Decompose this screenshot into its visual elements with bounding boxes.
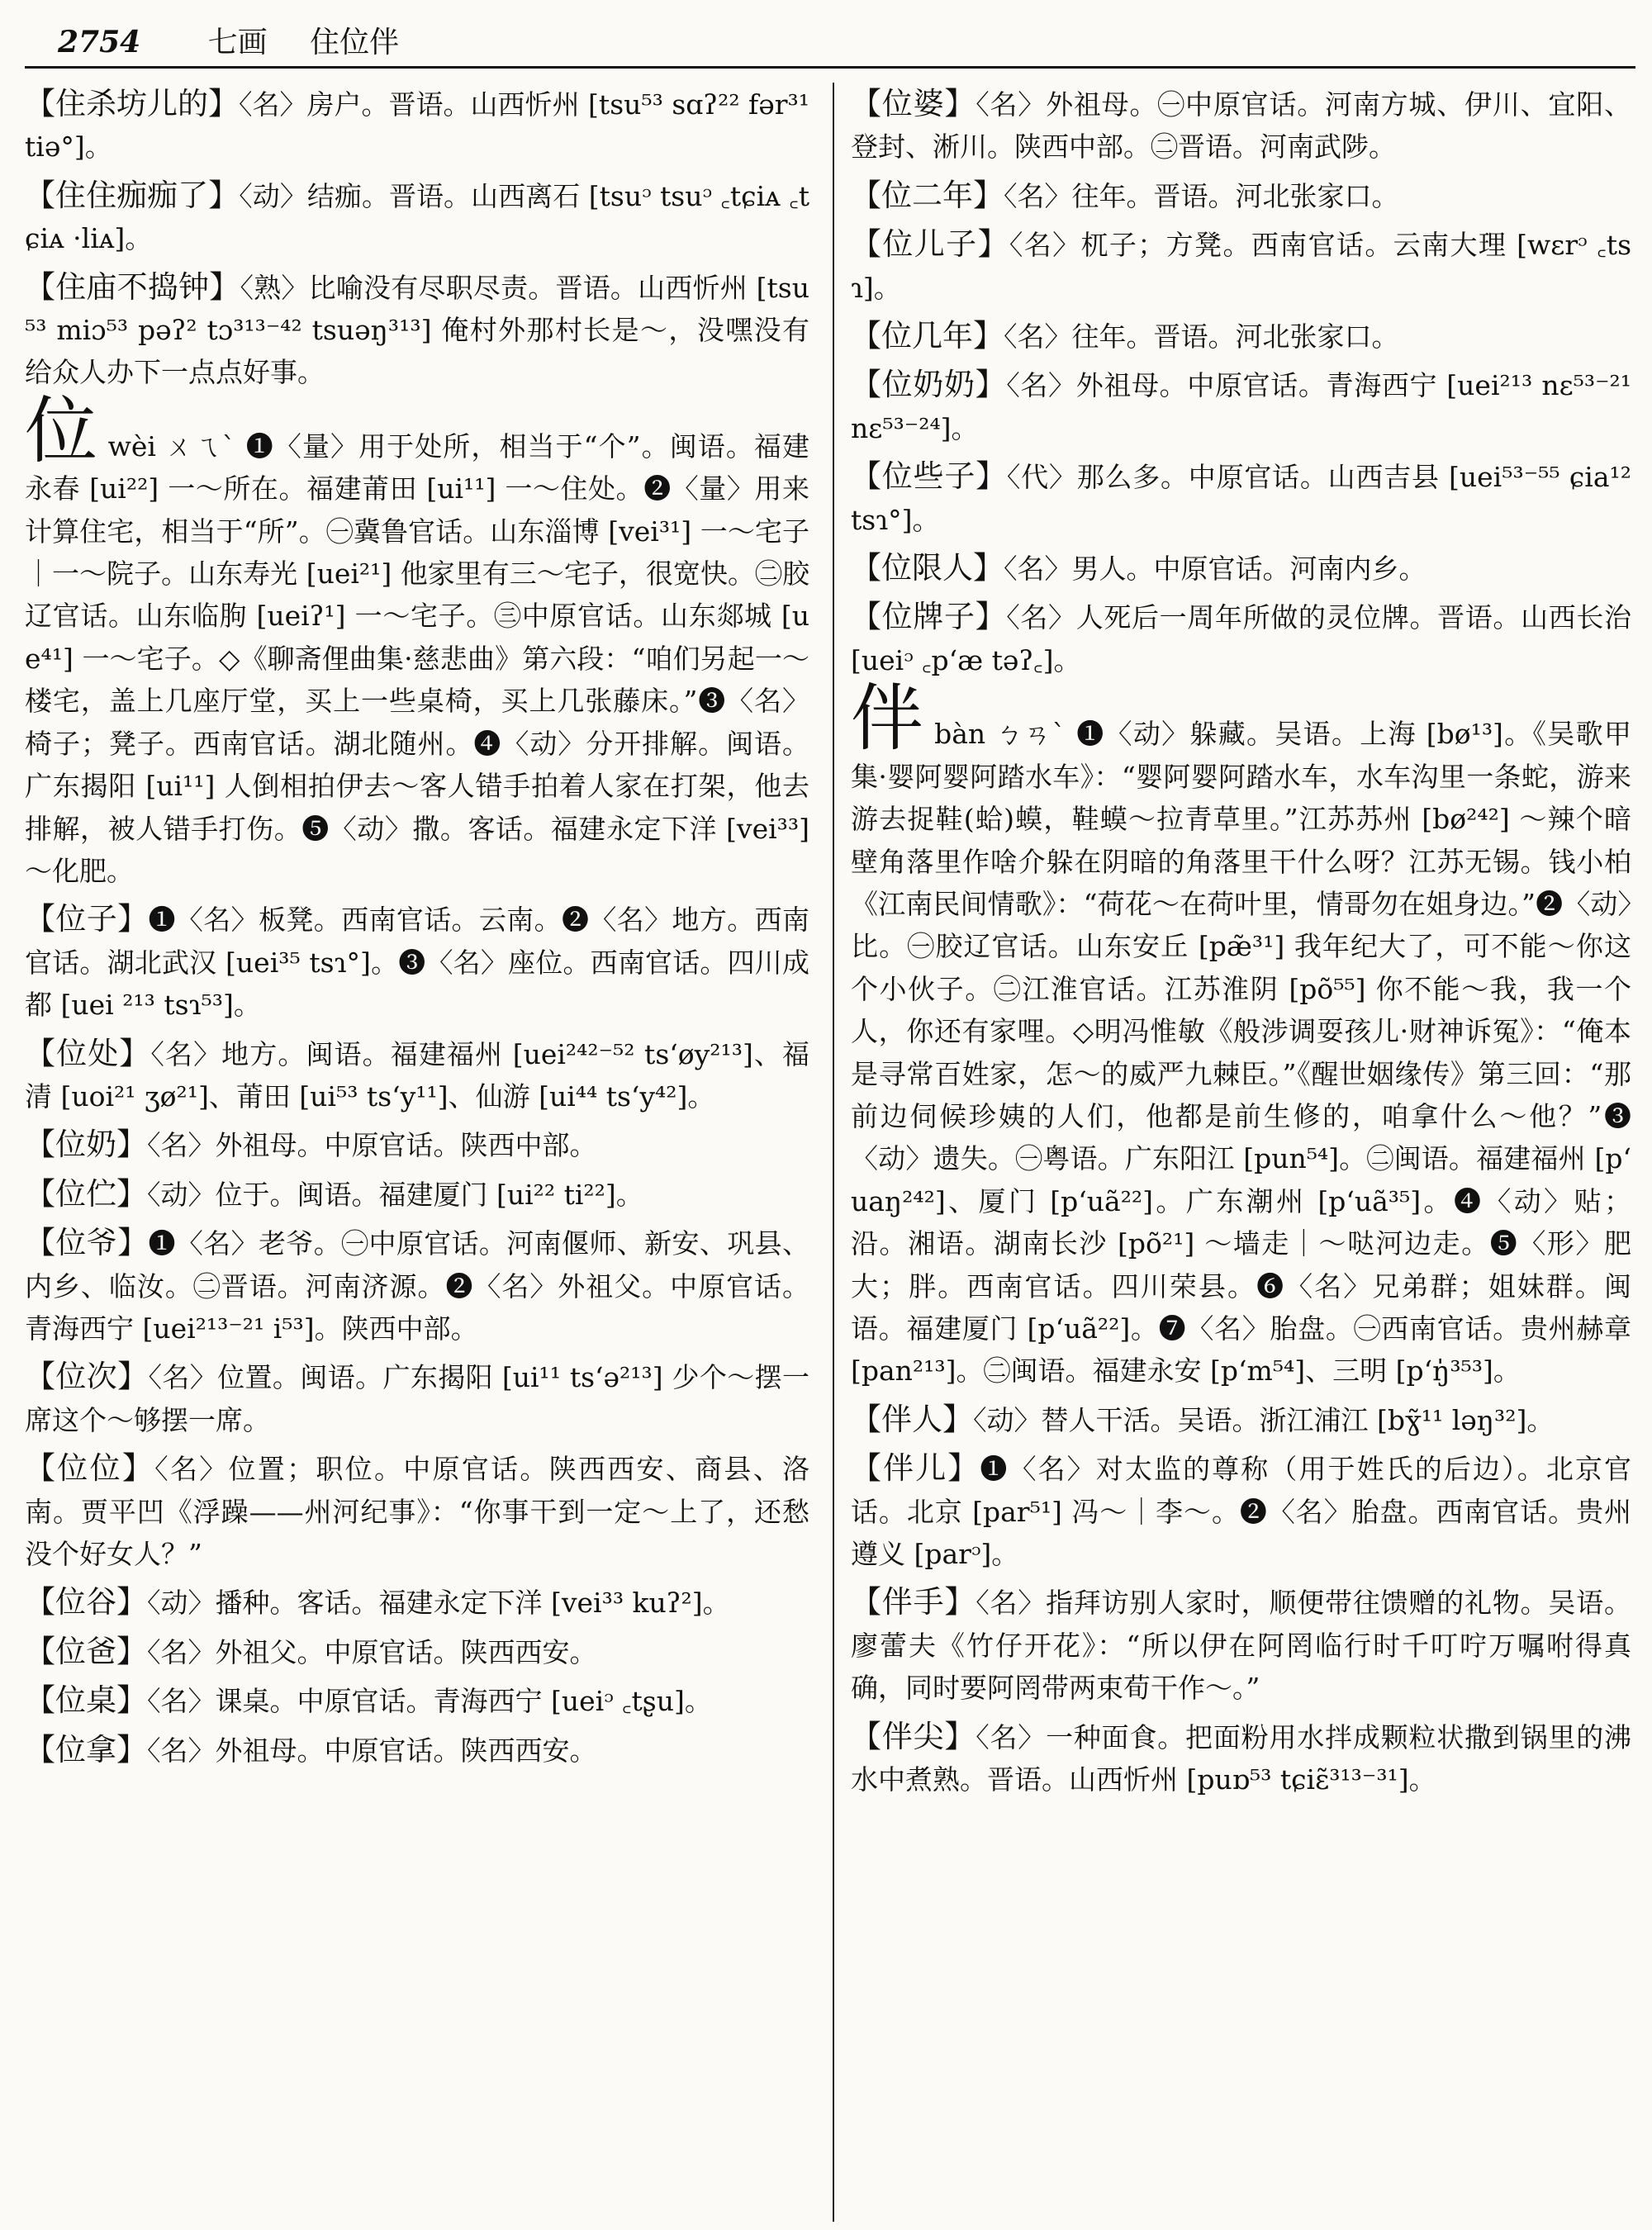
dictionary-entry <box>851 455 1631 541</box>
entry-definition: 〈名〉房户。晋语。山西忻州 [tsu⁵³ sɑʔ²² fər³¹ tiə°]。 <box>25 88 809 164</box>
entry-definition: 〈熟〉比喻没有尽职尽责。晋语。山西忻州 [tsu⁵³ miɔ⁵³ pəʔ² tɔ³¹³⁻⁴² tsuəŋ³¹³] 俺村外那村长是～，没嘿没有给众人办下一点点好事。 <box>25 271 809 389</box>
entry-definition: 〈名〉男人。中原官话。河南内乡。 <box>1004 553 1427 586</box>
dictionary-entry <box>25 1355 809 1441</box>
entry-definition: ❶〈名〉老爷。㊀中原官话。河南偃师、新安、巩县、内乡、临汝。㊁晋语。河南济源。❷〈名〉外祖父。中原官话。青海西宁 [uei²¹³⁻²¹ i⁵³]。陕西中部。 <box>25 1227 809 1345</box>
left-column <box>25 83 809 2222</box>
dictionary-entry <box>25 1447 809 1575</box>
dictionary-entry <box>25 1679 809 1722</box>
entry-headword: 【位处】 <box>25 1035 151 1071</box>
dictionary-entry <box>25 83 809 168</box>
entry-headword: 【位几年】 <box>851 318 1004 354</box>
entry-headword: 【位位】 <box>25 1450 155 1487</box>
section-label: 七画 <box>207 26 268 59</box>
entry-headword: 【位桌】 <box>25 1682 147 1719</box>
dictionary-entry <box>851 1398 1631 1441</box>
dictionary-entry <box>851 83 1631 168</box>
header-characters: 住位伴 <box>310 26 400 59</box>
character-entry <box>25 387 809 892</box>
entry-headword: 【位拿】 <box>25 1731 147 1767</box>
entry-headword: 【住住痂痂了】 <box>25 177 240 213</box>
entry-definition: 〈名〉一种面食。把面粉用水拌成颗粒状撒到锅里的沸水中煮熟。晋语。山西忻州 [puɒ⁵³ tɕiɛ̃³¹³⁻³¹]。 <box>851 1720 1631 1796</box>
entry-headword: 【位限人】 <box>851 550 1004 586</box>
character-headword: 伴 <box>851 676 925 762</box>
dictionary-entry <box>851 174 1631 217</box>
dictionary-entry <box>851 363 1631 449</box>
dictionary-entry <box>25 1729 809 1772</box>
entry-headword: 【位二年】 <box>851 177 1004 213</box>
character-headword: 位 <box>25 387 99 473</box>
dictionary-entry <box>851 1715 1631 1801</box>
dictionary-entry <box>25 898 809 1026</box>
dictionary-entry <box>25 1581 809 1624</box>
dictionary-entry <box>851 1581 1631 1709</box>
dictionary-entry <box>25 1222 809 1350</box>
dictionary-entry <box>25 266 809 394</box>
entry-definition: 〈名〉位置。闽语。广东揭阳 [ui¹¹ tsʻə²¹³] 少个～摆一席这个～够摆一席。 <box>25 1361 809 1436</box>
entry-definition: bàn ㄅㄢˋ ❶〈动〉躲藏。吴语。上海 [bø¹³]。《吴歌甲集·婴阿婴阿踏水车》：“婴阿婴阿踏水车，水车沟里一条蛇，游来游去捉鞋(蛤)蟆，鞋蟆～拉青草里。”江苏苏州 [bø²⁴²] ～辣个暗壁角落里作啥介躲在阴暗的角落里干什么呀？江苏无锡。钱小柏《江南民间情歌》：“荷花～在荷叶里，情哥勿在姐身边。”❷〈动〉比。㊀胶辽官话。山东安丘 [pæ̃³¹] 我年纪大了，可不能～你这个小伙子。㊁江淮官话。江苏淮阴 [põ⁵⁵] 你不能～我，我一个人，你还有家哩。◇明冯惟敏《般涉调耍孩儿·财神诉冤》：“俺本是寻常百姓家，怎～的威严九棘臣。”《醒世姻缘传》第三回：“那前边伺候珍姨的人们，他都是前生修的，咱拿什么～他？”❸〈动〉遗失。㊀粤语。广东阳江 [pun⁵⁴]。㊁闽语。福建福州 [pʻuaŋ²⁴²]、厦门 [pʻuã²²]。广东潮州 [pʻuã³⁵]。❹〈动〉贴；沿。湘语。湖南长沙 [põ²¹] ～墙走｜～哒河边走。❺〈形〉肥大；胖。西南官话。四川荣县。❻〈名〉兄弟群；姐妹群。闽语。福建厦门 [pʻuã²²]。❼〈名〉胎盘。㊀西南官话。贵州赫章 [pan²¹³]。㊁闽语。福建永安 [pʻm⁵⁴]、三明 [pʻŋ̍³⁵³]。 <box>851 718 1631 1388</box>
entry-headword: 【位谷】 <box>25 1584 147 1620</box>
entry-definition: 〈代〉那么多。中原官话。山西吉县 [uei⁵³⁻⁵⁵ ɕia¹² tsɿ°]。 <box>851 461 1631 536</box>
entry-definition: ❶〈名〉对太监的尊称（用于姓氏的后边）。北京官话。北京 [par⁵¹] 冯～｜李～。❷〈名〉胎盘。西南官话。贵州遵义 [parᵓ]。 <box>851 1453 1631 1570</box>
entry-definition: 〈名〉往年。晋语。河北张家口。 <box>1004 320 1399 353</box>
entry-headword: 【位爸】 <box>25 1633 147 1669</box>
entry-definition: 〈名〉指拜访别人家时，顺便带往馈赠的礼物。吴语。廖蕾夫《竹仔开花》：“所以伊在阿罔临行时千叮咛万嘱咐得真确，同时要阿罔带两束荀干作～。” <box>851 1587 1631 1705</box>
header-rule <box>25 66 1635 69</box>
dictionary-entry <box>851 223 1631 309</box>
entry-headword: 【位些子】 <box>851 458 1007 495</box>
entry-definition: 〈名〉外祖父。中原官话。陕西西安。 <box>147 1635 597 1668</box>
entry-definition: 〈动〉位于。闽语。福建厦门 [ui²² ti²²]。 <box>147 1178 643 1211</box>
dictionary-entry <box>851 547 1631 590</box>
dictionary-entry <box>851 595 1631 681</box>
dictionary-entry <box>851 315 1631 358</box>
entry-headword: 【位爷】 <box>25 1225 149 1261</box>
entry-definition: 〈名〉往年。晋语。河北张家口。 <box>1004 179 1399 212</box>
dictionary-entry <box>851 1447 1631 1575</box>
entry-headword: 【位奶奶】 <box>851 367 1007 403</box>
entry-definition: 〈名〉外祖母。中原官话。青海西宁 [uei²¹³ nɛ⁵³⁻²¹ nɛ⁵³⁻²⁴]。 <box>851 369 1631 444</box>
entry-headword: 【伴手】 <box>851 1584 976 1620</box>
entry-definition: 〈名〉杌子；方凳。西南官话。云南大理 [wɛrᵓ ꜀tsɿ]。 <box>851 229 1631 304</box>
entry-definition: 〈名〉位置；职位。中原官话。陕西西安、商县、洛南。贾平凹《浮躁——州河纪事》：“你事干到一定～上了，还愁没个好女人？” <box>25 1453 809 1570</box>
dictionary-entry <box>25 1123 809 1166</box>
entry-definition: 〈名〉外祖母。㊀中原官话。河南方城、伊川、宜阳、登封、淅川。陕西中部。㊁晋语。河南武陟。 <box>851 88 1631 164</box>
entry-headword: 【伴尖】 <box>851 1718 976 1754</box>
dictionary-entry <box>25 1630 809 1673</box>
entry-headword: 【位牌子】 <box>851 599 1007 635</box>
entry-headword: 【住庙不捣钟】 <box>25 268 240 305</box>
entry-definition: 〈名〉外祖母。中原官话。陕西中部。 <box>147 1129 597 1162</box>
entry-headword: 【位伫】 <box>25 1175 147 1212</box>
right-column <box>851 83 1631 2222</box>
dictionary-entry <box>25 1173 809 1216</box>
dictionary-entry <box>25 1032 809 1118</box>
entry-headword: 【位儿子】 <box>851 226 1009 263</box>
entry-definition: 〈动〉播种。客话。福建永定下洋 [vei³³ kuʔ²]。 <box>147 1587 730 1620</box>
entry-definition: 〈名〉外祖母。中原官话。陕西西安。 <box>147 1734 597 1767</box>
entry-definition: ❶〈名〉板凳。西南官话。云南。❷〈名〉地方。西南官话。湖北武汉 [uei³⁵ tsɿ°]。❸〈名〉座位。西南官话。四川成都 [uei ²¹³ tsɿ⁵³]。 <box>25 904 809 1022</box>
entry-headword: 【伴儿】 <box>851 1450 980 1487</box>
entry-definition: 〈动〉结痂。晋语。山西离石 [tsuᵓ tsuᵓ ꜀tɕiᴀ ꜀tɕiᴀ ·liᴀ]。 <box>25 179 809 255</box>
page-header <box>58 18 1627 66</box>
entry-definition: 〈名〉课桌。中原官话。青海西宁 [ueiᵓ ꜀tʂu]。 <box>147 1685 712 1718</box>
entry-definition: 〈名〉人死后一周年所做的灵位牌。晋语。山西长治 [ueiᵓ ꜀pʻæ təʔ꜀]。 <box>851 601 1631 676</box>
entry-headword: 【伴人】 <box>851 1401 973 1437</box>
entry-headword: 【住杀坊儿的】 <box>25 86 240 121</box>
entry-definition: wèi ㄨㄟˋ ❶〈量〉用于处所，相当于“个”。闽语。福建永春 [ui²²] 一～所在。福建莆田 [ui¹¹] 一～住处。❷〈量〉用来计算住宅，相当于“所”。㊀冀鲁官话。山东淄博 [vei³¹] 一～宅子｜一～院子。山东寿光 [uei²¹] 他家里有三～宅子，很宽快。㊁胶辽官话。山东临朐 [ueiʔ¹] 一～宅子。㊂中原官话。山东郯城 [ue⁴¹] 一～宅子。◇《聊斋俚曲集·慈悲曲》第六段：“咱们另起一～楼宅，盖上几座厅堂，买上一些桌椅，买上几张藤床。”❸〈名〉椅子；凳子。西南官话。湖北随州。❹〈动〉分开排解。闽语。广东揭阳 [ui¹¹] 人倒相拍伊去～客人错手拍着人家在打架，他去排解，被人错手打伤。❺〈动〉撒。客话。福建永定下洋 [vei³³] ～化肥。 <box>25 429 809 887</box>
entry-headword: 【位次】 <box>25 1359 149 1395</box>
dictionary-entry <box>25 174 809 260</box>
entry-definition: 〈动〉替人干活。吴语。浙江浦江 [bɣ̃¹¹ ləŋ³²]。 <box>973 1403 1555 1436</box>
entry-headword: 【位子】 <box>25 901 149 937</box>
column-divider <box>833 83 834 2222</box>
entry-headword: 【位奶】 <box>25 1127 147 1163</box>
entry-headword: 【位婆】 <box>851 86 976 121</box>
character-entry <box>851 676 1631 1393</box>
page-number: 2754 <box>58 25 141 59</box>
entry-definition: 〈名〉地方。闽语。福建福州 [uei²⁴²⁻⁵² tsʻøy²¹³]、福清 [uoi²¹ ʒø²¹]、莆田 [ui⁵³ tsʻy¹¹]、仙游 [ui⁴⁴ tsʻy⁴²]。 <box>25 1037 809 1113</box>
